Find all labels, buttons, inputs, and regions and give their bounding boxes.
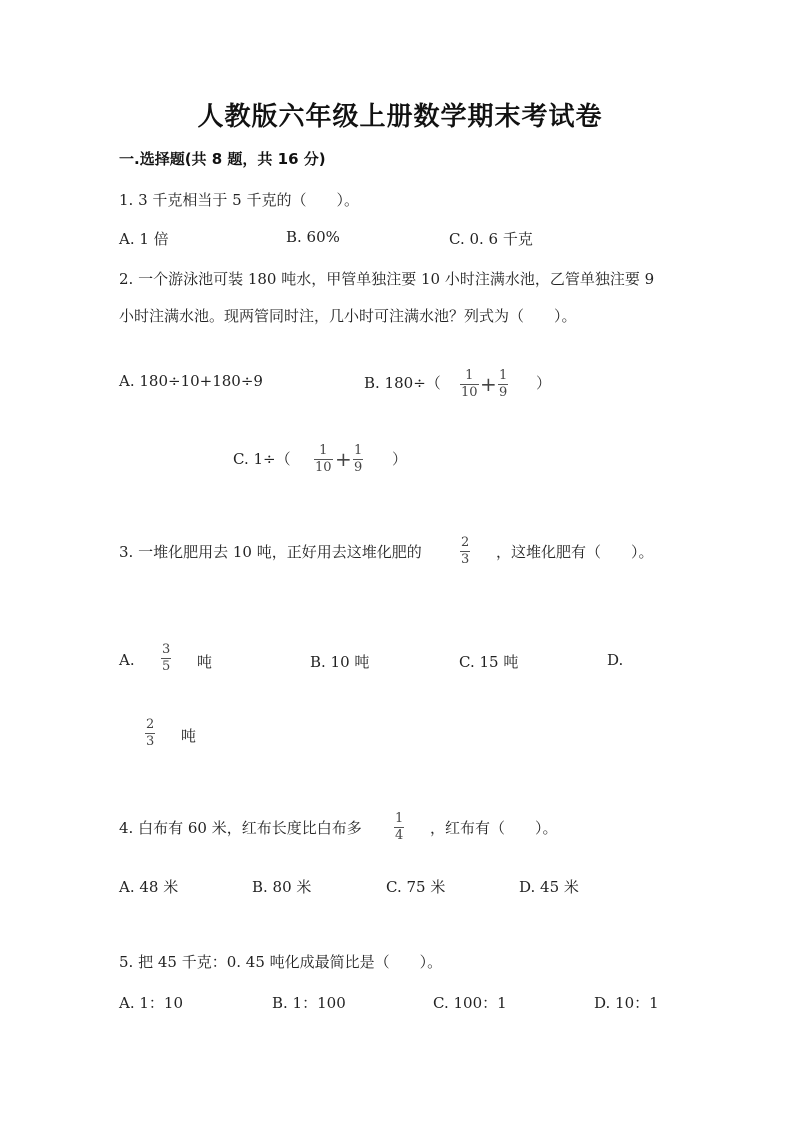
- fraction-denominator: 9: [499, 385, 508, 400]
- page-title: 人教版六年级上册数学期末考试卷: [197, 102, 603, 132]
- fraction-denominator: 3: [461, 552, 470, 567]
- question-3-fraction: [460, 536, 470, 567]
- question-1-stem: 1. 3 千克相当于 5 千克的（ ）。: [119, 191, 359, 209]
- fraction-denominator: 10: [315, 460, 332, 475]
- fraction-numerator: 2: [461, 535, 470, 550]
- question-3-option-a-unit: 吨: [197, 653, 213, 671]
- question-4-fraction: [394, 812, 404, 843]
- fraction-denominator: 10: [461, 385, 478, 400]
- question-3-option-d-prefix: D.: [607, 651, 624, 669]
- question-4-stem-suffix: ，红布有（ ）。: [430, 819, 558, 837]
- fraction-numerator: 1: [499, 368, 508, 383]
- question-2-option-c-plus: +: [335, 447, 352, 471]
- question-4-option-c: C. 75 米: [386, 878, 446, 896]
- question-5-option-a: A. 1：10: [119, 994, 183, 1012]
- fraction-numerator: 1: [354, 443, 363, 458]
- fraction-denominator: 3: [146, 734, 155, 749]
- question-4-option-a: A. 48 米: [119, 878, 179, 896]
- question-2-option-b-prefix: B. 180÷（: [364, 374, 441, 392]
- question-3-option-a-prefix: A.: [119, 651, 135, 669]
- question-3-option-a-fraction: [161, 643, 171, 674]
- question-2-option-a: A. 180÷10+180÷9: [119, 372, 263, 390]
- question-5-option-b: B. 1：100: [272, 994, 346, 1012]
- question-1-option-c: C. 0. 6 千克: [449, 230, 533, 248]
- question-2-option-b-suffix: ）: [536, 374, 552, 392]
- fraction-denominator: 9: [354, 460, 363, 475]
- question-5-stem: 5. 把 45 千克：0. 45 吨化成最简比是（ ）。: [119, 953, 443, 971]
- fraction-numerator: 1: [465, 368, 474, 383]
- question-3-option-c: C. 15 吨: [459, 653, 519, 671]
- question-2-stem-line-1: 2. 一个游泳池可装 180 吨水，甲管单独注要 10 小时注满水池，乙管单独注要 9: [119, 270, 655, 288]
- question-2-option-c-suffix: ）: [392, 450, 408, 468]
- question-3-stem-suffix: ，这堆化肥有（ ）。: [496, 543, 654, 561]
- question-2-stem-line-2: 小时注满水池。现两管同时注，几小时可注满水池？列式为（ ）。: [119, 307, 577, 325]
- question-3-stem-prefix: 3. 一堆化肥用去 10 吨，正好用去这堆化肥的: [119, 543, 422, 561]
- fraction-numerator: 1: [395, 811, 404, 826]
- fraction-denominator: 5: [162, 659, 171, 674]
- question-4-option-d: D. 45 米: [519, 878, 579, 896]
- section-heading: 一.选择题(共 8 题，共 16 分): [119, 150, 326, 168]
- fraction-numerator: 1: [319, 443, 328, 458]
- question-5-option-d: D. 10：1: [594, 994, 659, 1012]
- question-2-option-c-prefix: C. 1÷（: [233, 450, 291, 468]
- question-1-option-b: B. 60%: [286, 228, 340, 246]
- question-4-option-b: B. 80 米: [252, 878, 312, 896]
- question-3-option-d-fraction: [145, 718, 155, 749]
- question-2-option-c-fraction-1: [314, 444, 333, 475]
- question-3-option-b: B. 10 吨: [310, 653, 370, 671]
- fraction-denominator: 4: [395, 828, 404, 843]
- question-5-option-c: C. 100：1: [433, 994, 507, 1012]
- question-1-option-a: A. 1 倍: [119, 230, 169, 248]
- question-4-stem-prefix: 4. 白布有 60 米，红布长度比白布多: [119, 819, 362, 837]
- question-2-option-b-fraction-1: [460, 369, 479, 400]
- question-3-option-d-unit: 吨: [181, 727, 197, 745]
- question-2-option-c-fraction-2: [353, 444, 363, 475]
- fraction-numerator: 3: [162, 642, 171, 657]
- question-2-option-b-plus: +: [480, 372, 497, 396]
- fraction-numerator: 2: [146, 717, 155, 732]
- question-2-option-b-fraction-2: [498, 369, 508, 400]
